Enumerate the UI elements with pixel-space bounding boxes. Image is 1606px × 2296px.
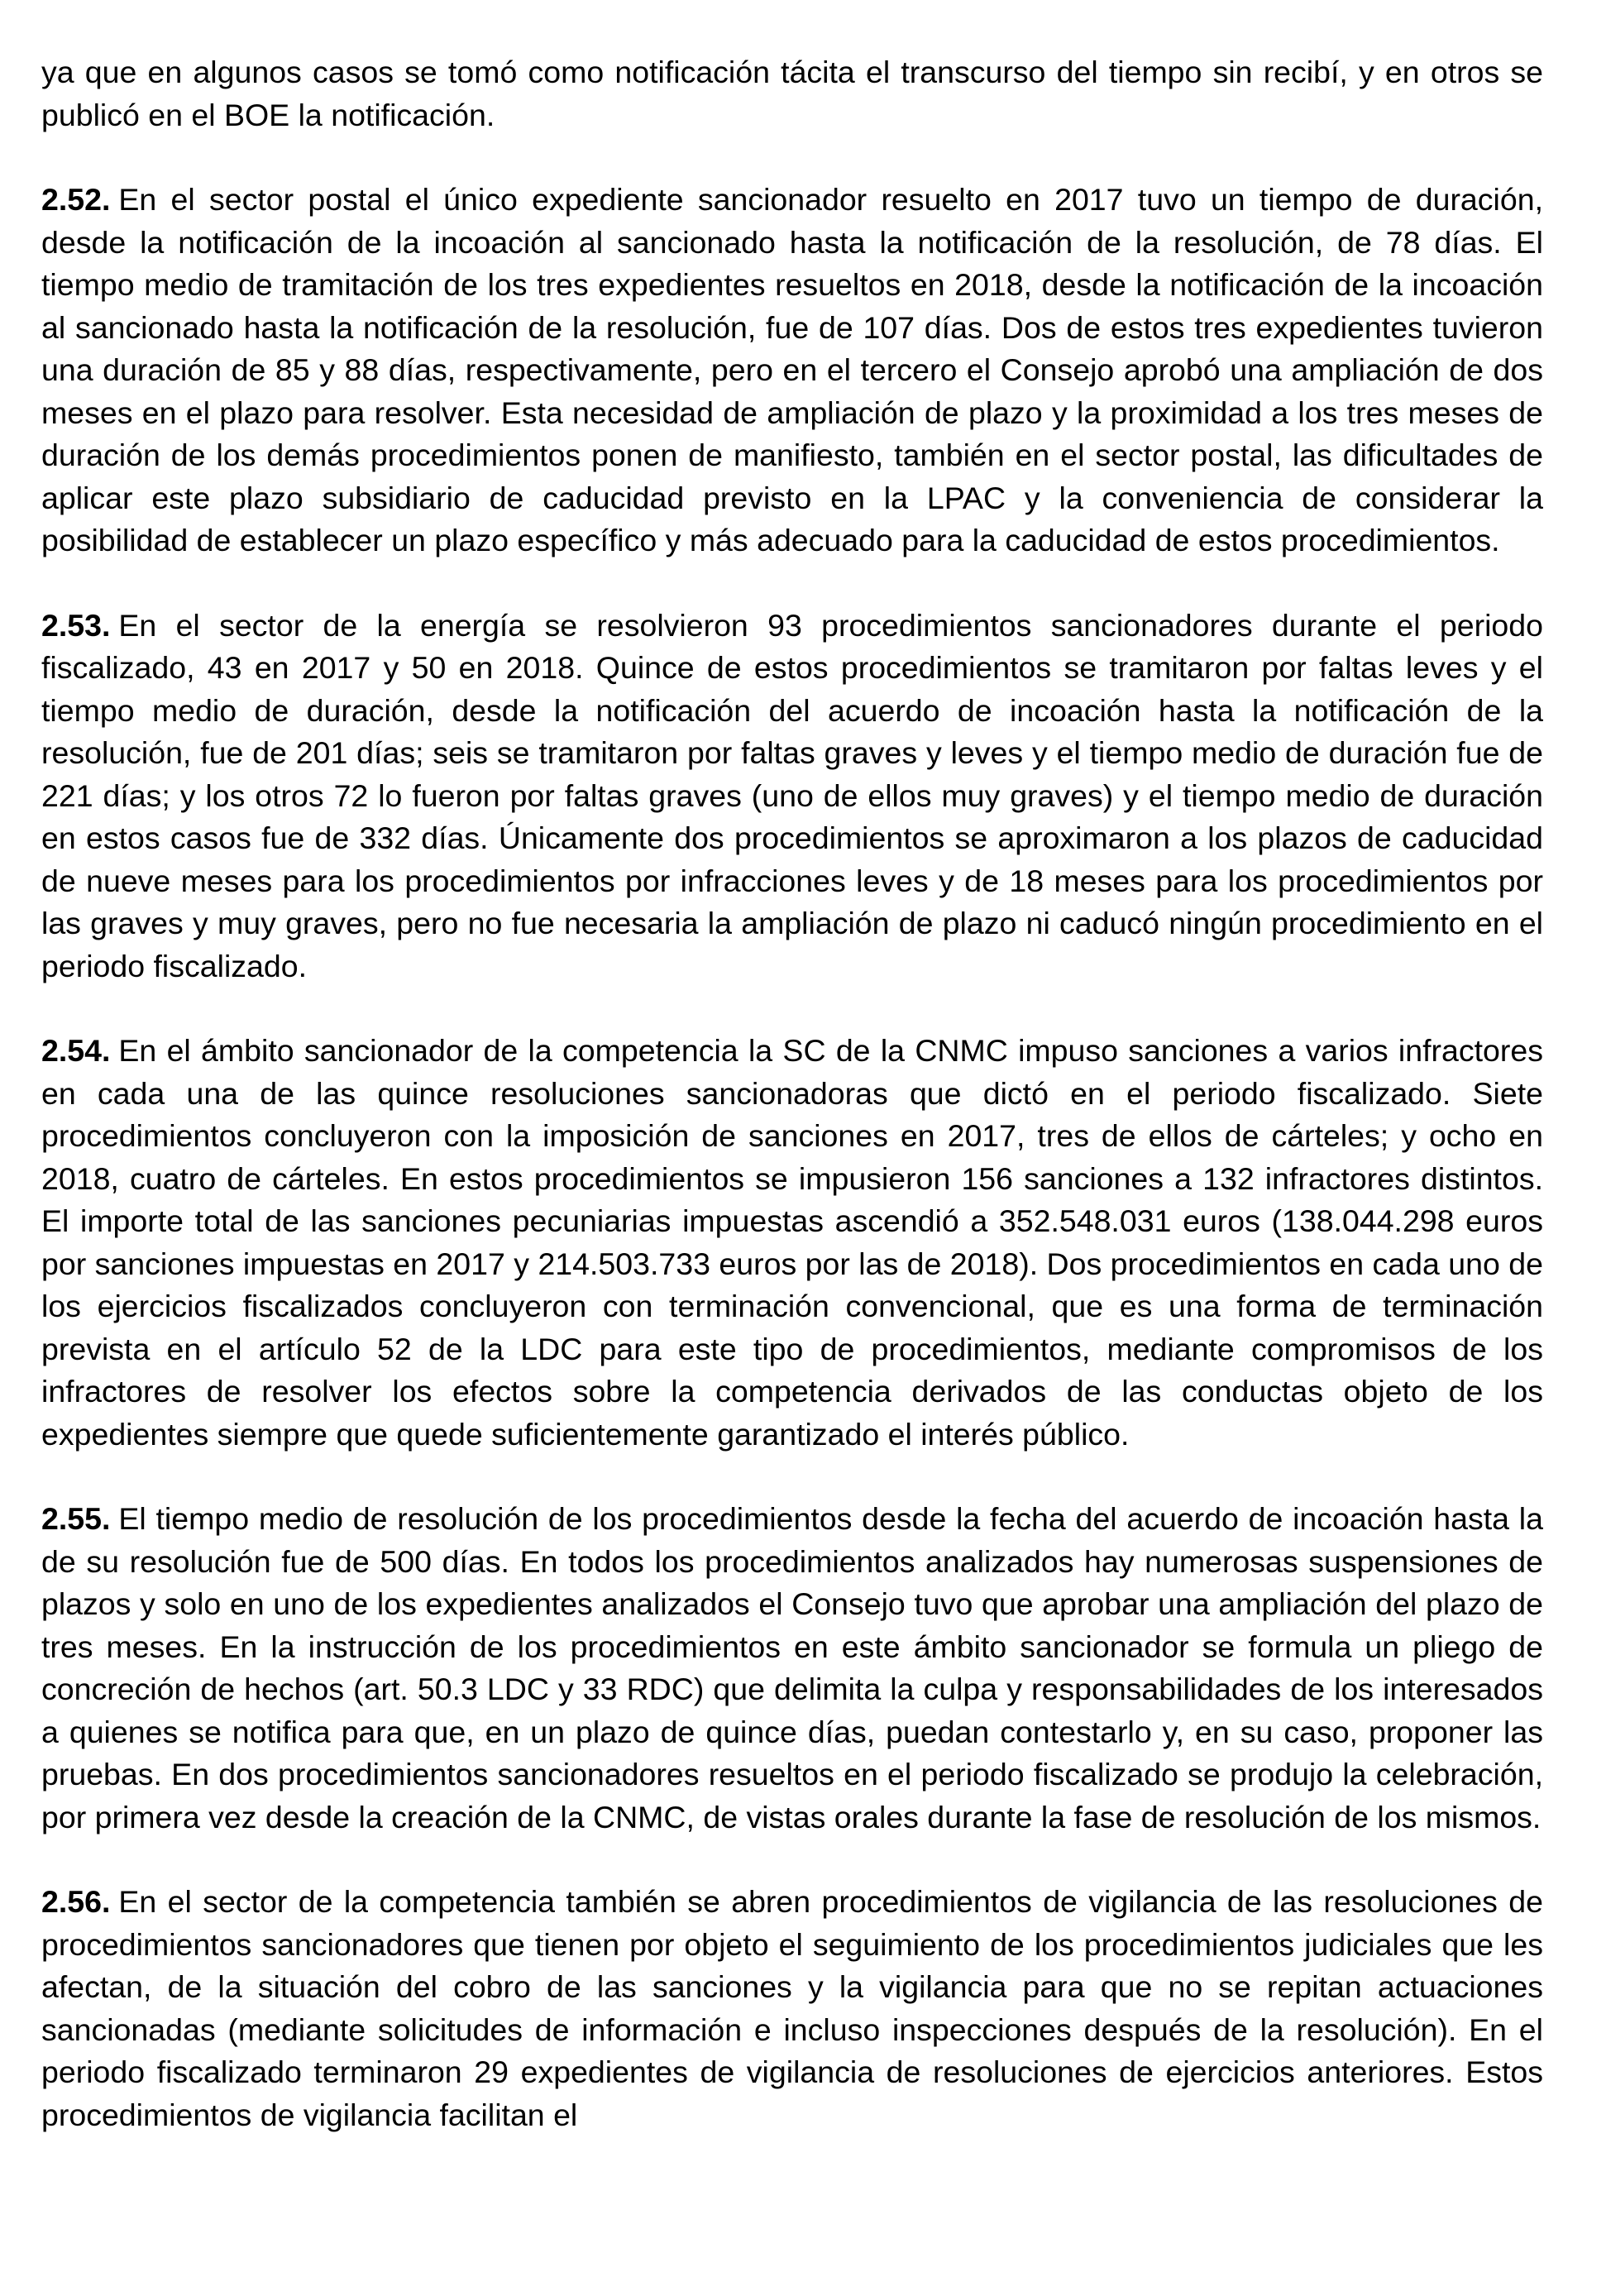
paragraph-number: 2.54. [41,1033,111,1068]
paragraph-2-56 [41,1881,1543,2136]
document-page [41,51,1543,2179]
paragraph-text: El tiempo medio de resolución de los procedimientos desde la fecha del acuerdo de incoación hasta la de su resolución fue de 500 días. En todos los procedimientos analizados hay numerosas suspensiones de plazos y solo en uno de los expedientes analizados el Consejo tuvo que aprobar una ampliación del plazo de tres meses. En la instrucción de los procedimientos en este ámbito sancionador se formula un pliego de concreción de hechos (art. 50.3 LDC y 33 RDC) que delimita la culpa y responsabilidades de los interesados a quienes se notifica para que, en un plazo de quince días, puedan contestarlo y, en su caso, proponer las pruebas. En dos procedimientos sancionadores resueltos en el periodo fiscalizado se produjo la celebración, por primera vez desde la creación de la CNMC, de vistas orales durante la fase de resolución de los mismos. [41,1501,1543,1834]
paragraph-2-54 [41,1030,1543,1456]
paragraph-2-52 [41,179,1543,562]
paragraph-text: En el ámbito sancionador de la competencia la SC de la CNMC impuso sanciones a varios infractores en cada una de las quince resoluciones sancionadoras que dictó en el periodo fiscalizado. Siete procedimientos concluyeron con la imposición de sanciones en 2017, tres de ellos de cárteles; y ocho en 2018, cuatro de cárteles. En estos procedimientos se impusieron 156 sanciones a 132 infractores distintos. El importe total de las sanciones pecuniarias impuestas ascendió a 352.548.031 euros (138.044.298 euros por sanciones impuestas en 2017 y 214.503.733 euros por las de 2018). Dos procedimientos en cada uno de los ejercicios fiscalizados concluyeron con terminación convencional, que es una forma de terminación prevista en el artículo 52 de la LDC para este tipo de procedimientos, mediante compromisos de los infractores de resolver los efectos sobre la competencia derivados de las conductas objeto de los expedientes siempre que quede suficientemente garantizado el interés público. [41,1033,1543,1452]
paragraph-number: 2.52. [41,182,111,217]
paragraph-continuation [41,51,1543,136]
paragraph-2-53 [41,605,1543,988]
paragraph-number: 2.53. [41,607,111,643]
paragraph-2-55 [41,1498,1543,1839]
paragraph-text: ya que en algunos casos se tomó como notificación tácita el transcurso del tiempo sin recibí, y en otros se publicó en el BOE la notificación. [41,55,1543,132]
paragraph-number: 2.56. [41,1884,111,1919]
paragraph-text: En el sector de la competencia también se abren procedimientos de vigilancia de las resoluciones de procedimientos sancionadores que tienen por objeto el seguimiento de los procedimientos judiciales que les afectan, de la situación del cobro de las sanciones y la vigilancia para que no se repitan actuaciones sancionadas (mediante solicitudes de información e incluso inspecciones después de la resolución). En el periodo fiscalizado terminaron 29 expedientes de vigilancia de resoluciones de ejercicios anteriores. Estos procedimientos de vigilancia facilitan el [41,1884,1543,2132]
paragraph-number: 2.55. [41,1501,111,1536]
paragraph-text: En el sector postal el único expediente sancionador resuelto en 2017 tuvo un tiempo de duración, desde la notificación de la incoación al sancionado hasta la notificación de la resolución, de 78 días. El tiempo medio de tramitación de los tres expedientes resueltos en 2018, desde la notificación de la incoación al sancionado hasta la notificación de la resolución, fue de 107 días. Dos de estos tres expedientes tuvieron una duración de 85 y 88 días, respectivamente, pero en el tercero el Consejo aprobó una ampliación de dos meses en el plazo para resolver. Esta necesidad de ampliación de plazo y la proximidad a los tres meses de duración de los demás procedimientos ponen de manifiesto, también en el sector postal, las dificultades de aplicar este plazo subsidiario de caducidad previsto en la LPAC y la conveniencia de considerar la posibilidad de establecer un plazo específico y más adecuado para la caducidad de estos procedimientos. [41,182,1543,557]
paragraph-text: En el sector de la energía se resolvieron 93 procedimientos sancionadores durante el periodo fiscalizado, 43 en 2017 y 50 en 2018. Quince de estos procedimientos se tramitaron por faltas leves y el tiempo medio de duración, desde la notificación del acuerdo de incoación hasta la notificación de la resolución, fue de 201 días; seis se tramitaron por faltas graves y leves y el tiempo medio de duración fue de 221 días; y los otros 72 lo fueron por faltas graves (uno de ellos muy graves) y el tiempo medio de duración en estos casos fue de 332 días. Únicamente dos procedimientos se aproximaron a los plazos de caducidad de nueve meses para los procedimientos por infracciones leves y de 18 meses para los procedimientos por las graves y muy graves, pero no fue necesaria la ampliación de plazo ni caducó ningún procedimiento en el periodo fiscalizado. [41,607,1543,983]
